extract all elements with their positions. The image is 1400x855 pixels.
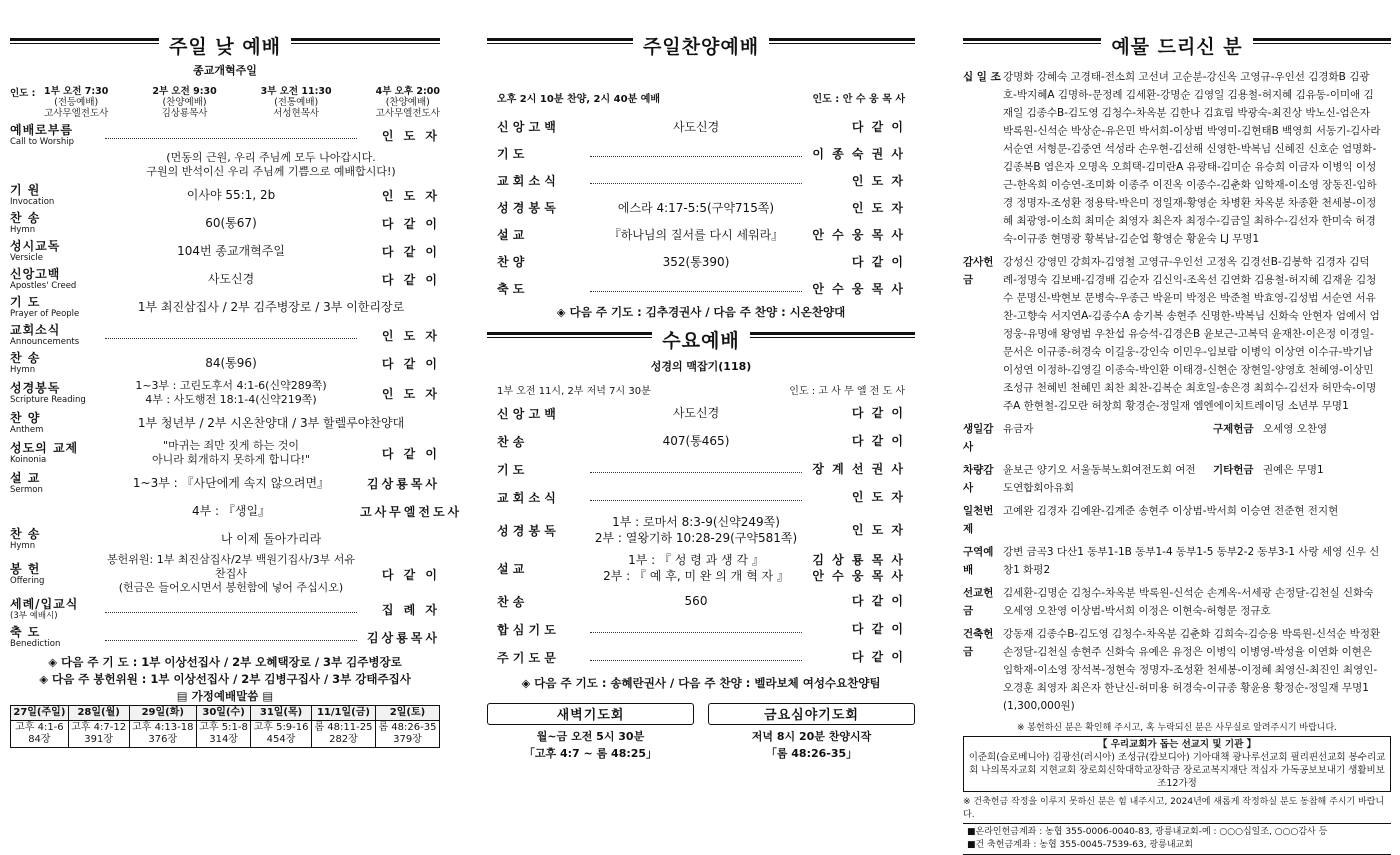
offering-row — [963, 253, 1391, 415]
order-content: 에스라 4:17-5:5(구약715쪽) — [617, 200, 775, 215]
offering-names: 윤보근 양기오 서울동북노회여전도회 여전도연합회아유회 — [1003, 464, 1196, 494]
offering-row — [963, 420, 1391, 456]
order-right: 인 도 자 — [381, 328, 440, 343]
order-right: 인 도 자 — [381, 386, 440, 401]
sunday-worship-section — [10, 34, 463, 748]
order-label-en: Announcements — [10, 336, 80, 347]
order-right: 다 같 이 — [851, 650, 905, 664]
bible-ref: 고후 4:7-12 391장 — [68, 721, 129, 748]
order-label-en: Hymn — [10, 364, 36, 375]
order-item — [10, 377, 440, 409]
order-label-en: Offering — [10, 575, 45, 586]
dotted-leader — [590, 183, 802, 184]
order-right: 김상룡목사 — [367, 476, 440, 491]
time-line: 오후 2시 10분 찬양, 2시 40분 예배 — [497, 94, 661, 105]
order-label: 합 심 기 도 — [497, 622, 556, 637]
service-time: 2부 오전 9:30 — [152, 86, 217, 97]
bible-day: 31일(목) — [251, 706, 312, 721]
order-label-en: Koinonia — [10, 454, 47, 465]
order-label-text: 봉 헌 — [10, 561, 41, 576]
order-label — [10, 296, 102, 319]
order-label-text: 기 원 — [10, 182, 41, 197]
order-content: 560 — [684, 594, 708, 608]
offering-category: 생일감사 — [963, 423, 994, 453]
order-label-text: 성시교독 — [10, 238, 61, 253]
order-label-text: 설 교 — [10, 470, 41, 485]
next-prayer: ◈ 다음 주 기 도 : 1부 이상선집사 / 2부 오혜택장로 / 3부 김주병장로 — [48, 655, 402, 669]
order-label — [10, 598, 102, 621]
order-item — [487, 643, 915, 671]
order-label-text: 찬 양 — [10, 410, 41, 425]
order-label-text: 찬 송 — [10, 526, 41, 541]
order-content: 1부 : 『 성 령 과 생 각 』 2부 : 『 예 후, 미 완 의 개 혁 자 』 — [603, 553, 789, 583]
service-2 — [152, 86, 216, 119]
offering-group — [963, 420, 1213, 456]
section-header — [487, 34, 915, 60]
order-content: 1~3부 : 『사단에게 속지 않으려면』 — [132, 476, 330, 490]
order-right: 인 도 자 — [851, 523, 905, 537]
offering-row — [963, 502, 1391, 538]
bible-ref: 고후 4:1-6 84장 — [11, 721, 69, 748]
order-right: 다 같 이 — [381, 216, 440, 231]
order-label-en: Call to Worship — [10, 136, 74, 147]
order-content: 1부 : 로마서 8:3-9(신약249쪽) 2부 : 열왕기하 10:28-29(구약581쪽) — [594, 515, 798, 545]
offering-row — [963, 584, 1391, 620]
offering-category: 구역예배 — [963, 546, 994, 576]
order-right: 다 같 이 — [851, 622, 905, 636]
order-label-en: Hymn — [10, 224, 36, 235]
order-right: 인 도 자 — [381, 188, 440, 203]
note2: ※ 건축헌금 작정을 이루지 못하신 분은 힘 내주시고, 2024년에 새롭게 작정하실 분도 동참해 주시기 바랍니다. — [963, 797, 1385, 820]
dotted-leader — [590, 500, 802, 501]
order-item — [487, 587, 915, 615]
offering-category: 차량감사 — [963, 464, 994, 494]
order-item — [10, 149, 440, 181]
offering-group — [1213, 461, 1363, 497]
mission-box — [963, 736, 1391, 792]
order-item — [10, 293, 440, 321]
order-label — [10, 324, 102, 347]
bible-ref: 고후 5:9-16 454장 — [251, 721, 312, 748]
order-content: "마귀는 죄만 짓게 하는 것이 아니라 회개하지 못하게 합니다!" — [151, 439, 311, 466]
order-label-text: 예배로부름 — [10, 122, 73, 137]
order-label-en: Scripture Reading — [10, 394, 86, 405]
order-item — [10, 181, 440, 209]
mission-title: 【 우리교회가 돕는 선교지 및 기관 】 — [1097, 739, 1257, 750]
order-right: 장 계 선 권 사 — [812, 462, 905, 476]
bible-day: 28일(월) — [68, 706, 129, 721]
order-label — [10, 124, 102, 147]
order-right: 인 도 자 — [851, 490, 905, 504]
offering-list-section — [963, 34, 1391, 855]
bible-day: 11/1일(금) — [311, 706, 375, 721]
wed-leader: 인도 : 고 사 무 엘 전 도 사 — [789, 386, 905, 397]
order-content: (먼동의 근원, 우리 주님께 모두 나아갑시다. 구원의 반석이신 우리 주님께 기쁨으로 예배합시다!) — [146, 151, 396, 178]
order-right: 고사무엘전도사 — [360, 504, 463, 519]
night-time: 저녁 8시 20분 찬양시작 — [751, 730, 872, 743]
offering-category: 기타헌금 — [1213, 464, 1254, 476]
wed-title: 수요예배 — [652, 330, 749, 352]
order-label-text: 찬 송 — [10, 350, 41, 365]
order-content: 1부 청년부 / 2부 시온찬양대 / 3부 할렐루야찬양대 — [137, 416, 405, 430]
order-label: 찬 송 — [497, 434, 525, 449]
order-right: 다 같 이 — [381, 567, 440, 582]
order-item — [487, 248, 915, 275]
order-content: 『하나님의 질서를 다시 세워라』 — [608, 227, 784, 242]
order-label-en: (3부 예배시) — [10, 610, 58, 621]
dotted-leader — [105, 612, 357, 613]
next-info: ◈ 다음 주 기도 : 김추경권사 / 다음 주 찬양 : 시온찬양대 — [556, 305, 846, 319]
offering-names: 김세환-김명순 김청수-차옥분 박록원-신석순 손계옥-서세광 손정달-김천실 신화숙 오세영 오찬영 이상범-박서희 이정은 이현숙-허형문 정규호 — [1003, 587, 1374, 617]
dotted-leader — [590, 660, 802, 661]
dotted-leader — [590, 156, 802, 157]
bible-day: 29일(화) — [129, 706, 196, 721]
order-label: 찬 송 — [497, 594, 525, 609]
service-leader: 고사무엘전도사 — [44, 108, 109, 119]
order-label-en: Versicle — [10, 252, 43, 263]
service-leader: 김상룡목사 — [161, 108, 208, 119]
order-item — [10, 265, 440, 293]
order-label — [10, 412, 102, 435]
order-content: 나 이제 돌아가리라 — [220, 532, 322, 546]
bible-ref: 고후 4:13-18 376장 — [129, 721, 196, 748]
order-item — [10, 437, 440, 469]
offering-category: 십 일 조 — [963, 71, 1001, 83]
bible-ref: 롬 48:26-35 379장 — [375, 721, 439, 748]
night-title: 금요심야기도회 — [754, 708, 869, 723]
section-header — [963, 34, 1391, 60]
order-label — [10, 240, 102, 263]
bible-title: ▤ 가정예배말씀 ▤ — [176, 689, 274, 703]
order-right: 인 도 자 — [381, 128, 440, 143]
order-label-text: 기 도 — [10, 294, 41, 309]
service-choir: (전통예배) — [274, 97, 319, 108]
order-label-text: 신앙고백 — [10, 266, 61, 281]
order-item — [10, 497, 463, 525]
order-label: 교 회 소 식 — [497, 174, 556, 188]
order-label-text: 세례/입교식 — [10, 596, 79, 611]
service-4 — [376, 86, 440, 119]
section-title: 예물 드리신 분 — [1101, 36, 1252, 58]
dotted-leader — [590, 632, 802, 633]
order-item — [10, 237, 440, 265]
bible-day: 30일(수) — [197, 706, 251, 721]
order-item — [487, 113, 915, 140]
order-label-text: 찬 송 — [10, 210, 41, 225]
order-label: 주 기 도 문 — [497, 650, 556, 665]
order-label-en: Sermon — [10, 484, 43, 495]
service-choir: (찬양예배) — [162, 97, 207, 108]
dawn-prayer — [487, 703, 694, 762]
wed-next: ◈ 다음 주 기도 : 송혜란권사 / 다음 주 찬양 : 벨라보체 여성수요찬양팀 — [521, 676, 881, 690]
order-label-text: 교회소식 — [10, 322, 61, 337]
order-item — [487, 221, 915, 248]
order-right: 다 같 이 — [381, 446, 440, 461]
offering-names: 오세영 오찬영 — [1263, 423, 1328, 435]
order-right: 다 같 이 — [851, 406, 905, 420]
order-label: 찬 양 — [497, 255, 525, 269]
order-item — [487, 455, 915, 483]
account-online: ■온라인헌금계좌 : 농협 355-0006-0040-83, 광릉내교회-예 : ○○○십일조, ○○○감사 등 — [967, 827, 1328, 837]
order-item — [487, 615, 915, 643]
order-label — [10, 212, 102, 235]
order-label: 신 앙 고 백 — [497, 120, 556, 134]
wed-header — [487, 328, 915, 354]
bible-day: 2일(토) — [375, 706, 439, 721]
dotted-leader — [105, 640, 357, 641]
order-right: 안 수 웅 목 사 — [812, 227, 905, 242]
bible-ref: 롬 48:11-25 282장 — [311, 721, 375, 748]
bible-ref: 고후 5:1-8 314장 — [197, 721, 251, 748]
order-content: 60(통67) — [205, 216, 257, 230]
mission-text: 이준희(슬로베니아) 김광선(러시아) 조성규(캄보디아) 기아대책 광나루선교회 필리핀선교회 봉수리교회 나의목자교회 지현교회 장로회신학대학교장학금 장로교복지재단 적십자 가독공보보내기 생활비보조12가정 — [968, 752, 1386, 789]
service-leader: 고사무엘전도사 — [375, 108, 440, 119]
service-times — [10, 86, 440, 119]
order-label — [10, 268, 102, 291]
order-content: 사도신경 — [207, 272, 255, 286]
order-item — [10, 121, 440, 149]
order-label — [10, 184, 102, 207]
family-worship-table — [10, 705, 440, 748]
dawn-title: 새벽기도회 — [547, 708, 635, 723]
offering-names: 고예완 김경자 김예완-김계준 송현주 이상범-박서희 이승연 전준현 전지현 — [1003, 505, 1339, 517]
friday-prayer — [708, 703, 915, 762]
order-label-text: 성경봉독 — [10, 380, 61, 395]
offering-category: 선교헌금 — [963, 587, 994, 617]
order-item — [487, 511, 915, 549]
order-label — [10, 528, 102, 551]
service-choir: (찬양예배) — [385, 97, 430, 108]
order-item — [487, 194, 915, 221]
order-item — [10, 595, 440, 623]
offering-category: 구제헌금 — [1213, 423, 1254, 435]
order-item — [10, 349, 440, 377]
dotted-leader — [590, 291, 802, 292]
order-right: 다 같 이 — [851, 594, 905, 608]
order-label — [10, 352, 102, 375]
order-label: 성 경 봉 독 — [497, 523, 556, 538]
bible-day: 27일(주일) — [11, 706, 69, 721]
offering-names: 강명화 강혜숙 고경태-전소희 고선녀 고순분-강신옥 고영규-우인선 김경화B 김광호-박지혜A 김명하-문정례 김세환-강명순 김영일 김용철-허지혜 김유동-이미애 김재일 김종수B-김도영 김청수-차옥분 김한나 김효림 박광숙-최진상 박노신-엄은자 박록원-신석순 박상순-유은민 박서희-이상범 박영미-김현태B 백영희 서동기-김사라 서순연 서형문-김중연 석성라 손우현-김선해 신영한-박복님 신혜진 신호순 엄명화-김종복B 염은자 오명옥 오희택-김미란A 유광태-김미순 유승희 이금자 이병익 이성근-한옥희 이승연-조미화 이종주 이진옥 이종수-김춘화 임학재-이소영 장동진-임하경 정명자-조성환 정용탁-박은미 정일재-황영순 차병환 차옥분 차종환 천세봉-이정혜 최광영-이소희 최미순 최영자 최은자 최정수-김금일 최하수-김선자 한미숙 허경숙-이규종 현명광 황복남-김순업 황영순 황윤숙 LJ 무명1 — [1003, 71, 1381, 245]
order-right: 다 같 이 — [851, 434, 905, 448]
next-offering: ◈ 다음 주 봉헌위원 : 1부 이상선집사 / 2부 김병구집사 / 3부 강태주집사 — [39, 672, 411, 686]
order-right: 다 같 이 — [381, 272, 440, 287]
order-item — [10, 409, 440, 437]
order-item — [10, 321, 440, 349]
order-label: 신 앙 고 백 — [497, 406, 556, 421]
dotted-leader — [590, 472, 802, 473]
praise-worship-section — [487, 34, 915, 762]
order-right: 집 례 자 — [381, 602, 440, 617]
service-1 — [44, 86, 108, 119]
order-label — [10, 472, 102, 495]
offering-names: 유금자 — [1003, 423, 1034, 435]
order-item — [487, 275, 915, 302]
offering-row — [963, 625, 1391, 715]
order-content: 1~3부 : 고린도후서 4:1-6(신약289쪽) 4부 : 사도행전 18:1-4(신약219쪽) — [135, 379, 327, 406]
order-right: 이 종 숙 권 사 — [812, 146, 905, 161]
offering-row — [963, 68, 1391, 248]
order-item — [487, 483, 915, 511]
offering-row — [963, 461, 1391, 497]
leader-label: 인도 : — [10, 88, 36, 99]
order-label — [10, 382, 102, 405]
offering-names: 강변 금곡3 다산1 동부1-1B 동부1-4 동부1-5 동부2-2 동부3-1 사랑 세영 신우 신창1 화평2 — [1003, 546, 1380, 576]
order-label — [10, 563, 102, 586]
order-label: 축 도 — [497, 282, 525, 296]
wed-subtitle: 성경의 맥잡기(118) — [650, 360, 752, 373]
section-header — [10, 34, 440, 60]
order-item — [10, 623, 440, 651]
offering-names: 강성신 강영민 강희자-김영철 고영규-우인선 고정옥 김경선B-김봉학 김경자 김덕례-정명숙 김보배-김경배 김순자 김신익-조옥선 김연화 김용철-허지혜 김재윤 김청수 문명신-박현보 문병숙-우종근 박윤미 박정은 박준철 박효영-김성범 서순연 서유찬-고향숙 서지연A-김종수A 송기복 송현주 신명한-박복님 신화숙 안현자 엄예서 엄정웅-유명애 왕영범 우찬섭 유승석-김경은B 윤보근-고복덕 윤재찬-이은정 이경일-문서은 이규종-허경숙 이길웅-강인숙 이민우-임보람 이병익 이상연 이수규-박기남 이성연 이정하-김영길 이종숙-박인환 이태경-신현순 장현일-양영호 천혜영-이상민 조성규 천혜빈 천혜민 최찬 최찬-김복순 최호일-송은경 최희수-김선자 허만숙-이명주A 한현철-김모란 허창희 황경순-정일재 엠엔에이치트레이딩 소년부 무명1 — [1003, 256, 1380, 412]
order-item — [487, 549, 915, 587]
order-content: 사도신경 — [672, 406, 720, 420]
order-content: 이사야 55:1, 2b — [186, 188, 276, 202]
dotted-leader — [105, 338, 357, 339]
notice: ※ 봉헌하신 분은 확인해 주시고, 혹 누락되신 분은 사무실로 알려주시기 바랍니다. — [1016, 723, 1338, 733]
order-item — [487, 399, 915, 427]
service-choir: (전등예배) — [54, 97, 99, 108]
offering-category: 일천번제 — [963, 505, 994, 535]
order-label: 성 경 봉 독 — [497, 201, 556, 215]
order-right: 김 상 룡 목 사 안 수 웅 목 사 — [812, 553, 905, 583]
order-label: 기 도 — [497, 147, 525, 161]
order-content: 봉헌위원: 1부 최진삼집사/2부 백원기집사/3부 서유찬집사 (헌금은 들어오시면서 봉헌함에 넣어 주십시오) — [107, 553, 355, 594]
order-right: 김상룡목사 — [367, 630, 440, 645]
offering-category: 건축헌금 — [963, 628, 994, 658]
order-item — [10, 553, 440, 595]
section-title: 주일 낮 예배 — [159, 36, 291, 58]
dawn-ref: 「고후 4:7 ~ 롬 48:25」 — [523, 747, 658, 760]
order-label: 기 도 — [497, 462, 525, 477]
section-title: 주일찬양예배 — [633, 36, 769, 58]
order-label — [10, 442, 102, 465]
order-content: 1부 최진삼집사 / 2부 김주병장로 / 3부 이한리장로 — [137, 300, 405, 314]
order-right: 다 같 이 — [381, 356, 440, 371]
order-content: 104번 종교개혁주일 — [177, 244, 285, 258]
order-item — [10, 525, 440, 553]
offering-row — [963, 543, 1391, 579]
order-item — [10, 209, 440, 237]
order-content: 4부 : 『생일』 — [191, 504, 271, 518]
offering-group — [1213, 420, 1363, 456]
order-label-en: Hymn — [10, 540, 36, 551]
order-label-en: Benediction — [10, 638, 61, 649]
order-item — [487, 167, 915, 194]
order-label-text: 축 도 — [10, 624, 41, 639]
dotted-leader — [105, 138, 357, 139]
order-content: 사도신경 — [672, 119, 720, 134]
offering-group — [963, 461, 1213, 497]
service-3 — [261, 86, 332, 119]
order-right: 안 수 웅 목 사 — [812, 281, 905, 296]
order-label-en: Apostles' Creed — [10, 280, 77, 291]
order-label: 설 교 — [497, 561, 525, 576]
account-building: ■건 축헌금계좌 : 농협 355-0045-7539-63, 광릉내교회 — [967, 840, 1193, 850]
night-ref: 「롬 48:26-35」 — [765, 747, 858, 760]
order-label-en: Prayer of People — [10, 308, 80, 319]
order-label — [10, 626, 102, 649]
offering-names: 강동재 김종수B-김도영 김청수-차옥분 김춘화 김희숙-김승용 박록원-신석순 박정환 손정달-김천실 송현주 신화숙 유예은 유정은 이병익 이병영-박성율 이연화 이현은 임학재-이소영 장석복-정현숙 정명자-조성환 천세봉-이정혜 최영신-최진인 최영인-오경훈 최영자 최은자 한난신-허미용 허경숙-이규종 황윤용 황정순-정일재 무명1 (1,300,000원) — [1003, 628, 1381, 712]
order-content: 407(통465) — [662, 434, 730, 448]
order-content: 84(통96) — [205, 356, 257, 370]
order-label-en: Invocation — [10, 196, 55, 207]
dawn-time: 월~금 오전 5시 30분 — [536, 730, 645, 743]
order-label: 교 회 소 식 — [497, 490, 556, 505]
order-label-en: Anthem — [10, 424, 44, 435]
order-right: 다 같 이 — [851, 119, 905, 134]
order-label-text: 성도의 교제 — [10, 440, 79, 455]
order-item — [10, 469, 440, 497]
order-item — [487, 140, 915, 167]
offering-names: 권예은 무명1 — [1263, 464, 1324, 476]
wed-time: 1부 오전 11시, 2부 저녁 7시 30분 — [497, 386, 651, 397]
service-time: 4부 오후 2:00 — [375, 86, 440, 97]
order-right: 다 같 이 — [381, 244, 440, 259]
service-time: 3부 오전 11:30 — [260, 86, 332, 97]
service-time: 1부 오전 7:30 — [44, 86, 109, 97]
order-label: 설 교 — [497, 228, 525, 242]
subtitle: 종교개혁주일 — [193, 64, 257, 77]
order-right: 다 같 이 — [851, 254, 905, 269]
order-item — [487, 427, 915, 455]
offering-category: 감사헌금 — [963, 256, 994, 286]
service-leader: 서성현목사 — [273, 108, 320, 119]
order-content: 352(통390) — [662, 254, 730, 269]
leader: 인도 : 안 수 웅 목 사 — [812, 94, 905, 105]
order-right: 인 도 자 — [851, 173, 905, 188]
order-right: 인 도 자 — [851, 200, 905, 215]
